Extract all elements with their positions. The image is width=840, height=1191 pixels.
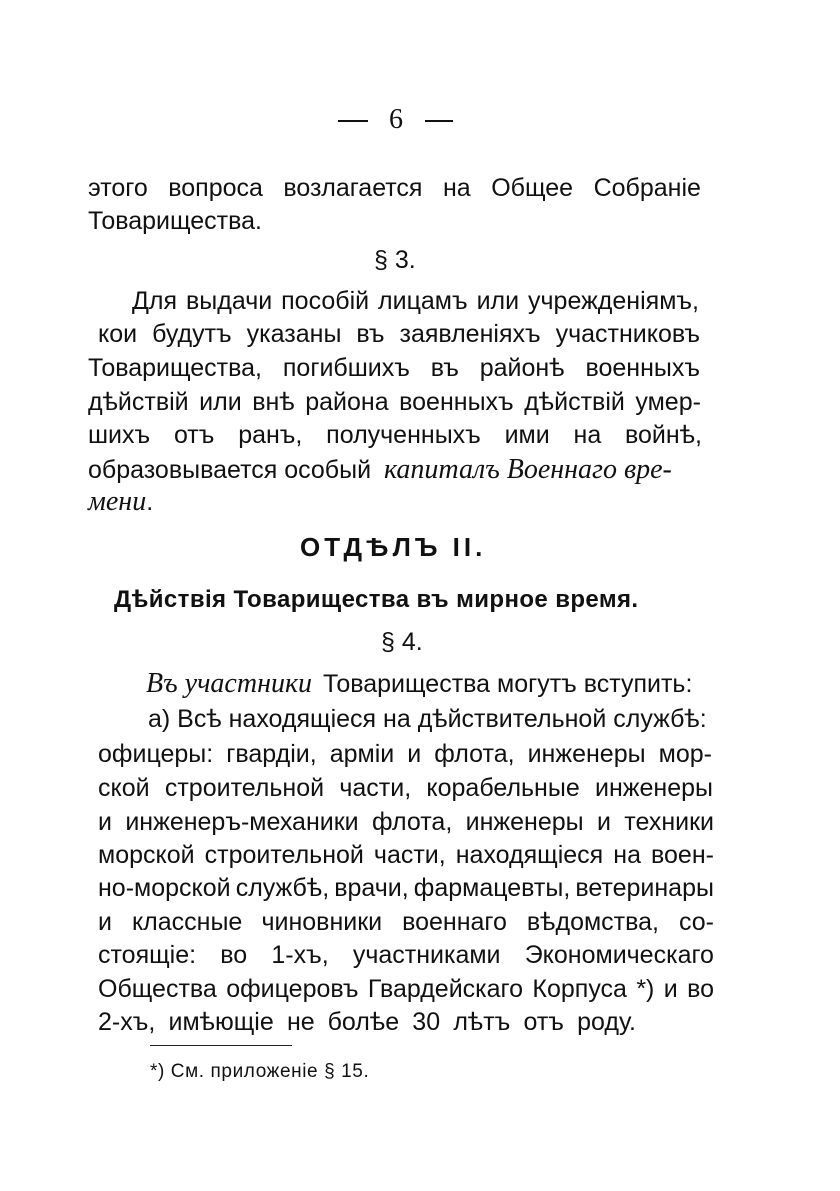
word: мор- xyxy=(658,740,712,768)
word: въ xyxy=(356,320,385,348)
word: отъ xyxy=(523,1008,564,1036)
word: на xyxy=(573,421,602,449)
p2-line-1 xyxy=(132,289,699,314)
word: инженеры xyxy=(595,774,713,802)
word: ранъ, xyxy=(238,421,303,449)
word: техники xyxy=(624,808,714,836)
word: Общее xyxy=(491,174,574,202)
word: дѣйствій xyxy=(88,388,189,416)
word: будутъ xyxy=(152,320,232,348)
p4-line-9 xyxy=(98,977,714,1002)
p4-line-4 xyxy=(98,810,714,835)
word: военныхъ xyxy=(399,388,514,416)
p4-line-3 xyxy=(98,776,713,801)
p4-line-8 xyxy=(98,943,714,968)
word: въ xyxy=(430,354,459,382)
p4-line-6 xyxy=(98,876,714,901)
word: района xyxy=(305,388,389,416)
word: корабельные xyxy=(426,774,580,802)
word: умер- xyxy=(635,388,701,416)
p2-line-5 xyxy=(88,423,702,448)
p2-line-3 xyxy=(88,356,700,381)
word: службѣ, xyxy=(235,874,330,902)
word: и xyxy=(98,908,112,936)
p2-line-4 xyxy=(88,390,701,415)
word: 2-хъ, xyxy=(98,1008,156,1036)
word: во xyxy=(220,941,248,969)
word: части, xyxy=(373,841,446,869)
word: лѣтъ xyxy=(453,1008,511,1036)
word: вѣдомства, xyxy=(526,908,659,936)
word: указаны xyxy=(246,320,342,348)
p1-line-1 xyxy=(88,176,701,201)
word: части, xyxy=(339,774,412,802)
word: этого xyxy=(88,174,148,202)
p4-line-7 xyxy=(98,910,714,935)
p2-line-7 xyxy=(88,488,153,516)
word: Товарищества, xyxy=(88,354,262,382)
word: ими xyxy=(504,421,550,449)
word: 1-хъ, xyxy=(271,941,329,969)
word: инженеры xyxy=(527,740,646,768)
word: Для xyxy=(132,287,178,315)
word: 30 xyxy=(412,1008,441,1036)
p2-text xyxy=(88,456,371,484)
word: врачи, xyxy=(334,874,409,902)
word: Корпуса xyxy=(532,975,627,1003)
word: и xyxy=(98,808,112,836)
word: районѣ xyxy=(479,354,565,382)
p1-line-2 xyxy=(88,209,262,234)
word: военнаго xyxy=(402,908,507,936)
word: ветеринары xyxy=(575,874,714,902)
word: полученныхъ xyxy=(326,421,481,449)
p4-line-5 xyxy=(98,843,714,868)
word: заявленіяхъ xyxy=(399,320,541,348)
word: участниками xyxy=(352,941,501,969)
word: классные xyxy=(131,908,242,936)
word: и xyxy=(663,975,678,1003)
word: Гвардейскаго xyxy=(367,975,524,1003)
word: но-морской xyxy=(98,874,231,902)
word: воен- xyxy=(651,841,714,869)
header-dash-left xyxy=(338,120,368,122)
word: возлагается xyxy=(283,174,423,202)
word: чиновники xyxy=(261,908,383,936)
word: находящіеся xyxy=(455,841,604,869)
word: вопроса xyxy=(168,174,263,202)
word: Товарищества. xyxy=(88,207,262,235)
p4-line-2 xyxy=(98,742,712,767)
word: офицеровъ xyxy=(226,975,359,1003)
word: шихъ xyxy=(88,421,151,449)
word: стоящіе: xyxy=(98,941,197,969)
word: пособій xyxy=(281,287,370,315)
word: во xyxy=(687,975,714,1003)
word: Общества xyxy=(98,975,217,1003)
word: со- xyxy=(678,908,714,936)
word: на xyxy=(613,841,641,869)
word: внѣ xyxy=(252,388,295,416)
p2-period: . xyxy=(146,488,154,516)
word: и xyxy=(407,740,422,768)
word: а) Всѣ находящіеся на дѣйствительной службѣ: xyxy=(148,705,707,733)
word: дѣйствій xyxy=(524,388,625,416)
p3-line-1 xyxy=(146,670,692,698)
emphasis-wartime-capital-end: мени xyxy=(88,486,147,517)
word: болѣе xyxy=(327,1008,400,1036)
word: и xyxy=(596,808,611,836)
p2-line-6 xyxy=(88,456,672,484)
word: имѣющіе xyxy=(168,1008,274,1036)
word: флота, xyxy=(434,740,515,768)
word: погибшихъ xyxy=(282,354,410,382)
word: участниковъ xyxy=(555,320,700,348)
word: Экономическаго xyxy=(524,941,714,969)
p4-line-10 xyxy=(98,1010,636,1035)
footnote-rule xyxy=(150,1045,292,1046)
p2-line-2 xyxy=(98,322,700,347)
word: инженеръ-механики xyxy=(125,808,359,836)
emphasis-wartime-capital: капиталъ Военнаго вре- xyxy=(384,454,672,485)
word: фармацевты, xyxy=(413,874,571,902)
word: ской xyxy=(98,774,150,802)
word: учрежденіямъ, xyxy=(528,287,699,315)
word: или xyxy=(476,287,520,315)
emphasis-participants: Въ участники xyxy=(146,668,313,699)
section-4-heading: § 4. xyxy=(381,628,423,656)
word: лицамъ xyxy=(378,287,468,315)
word: отъ xyxy=(173,421,215,449)
page-number: 6 xyxy=(389,104,403,135)
p3-text: Товарищества могутъ вступить: xyxy=(323,670,693,698)
word: или xyxy=(199,388,242,416)
word: *) xyxy=(636,975,655,1003)
word: выдачи xyxy=(186,287,273,315)
word: флота, xyxy=(372,808,453,836)
section-subtitle: Дѣйствія Товарищества въ мирное время. xyxy=(114,586,639,613)
word: морской xyxy=(98,841,195,869)
word: войнѣ, xyxy=(625,421,702,449)
word: строительной xyxy=(164,774,325,802)
word: инженеры xyxy=(465,808,584,836)
word: военныхъ xyxy=(585,354,700,382)
footnote: *) См. приложеніе § 15. xyxy=(150,1061,370,1082)
word: не xyxy=(286,1008,315,1036)
word: кои xyxy=(98,320,138,348)
word: строительной xyxy=(204,841,364,869)
word: гвардіи, xyxy=(226,740,317,768)
word: офицеры: xyxy=(98,740,214,768)
word: роду. xyxy=(577,1008,636,1036)
word: образовывается особый xyxy=(88,456,372,484)
word: на xyxy=(442,174,471,202)
word: арміи xyxy=(329,740,395,768)
header-dash-right xyxy=(425,120,453,122)
section-title: ОТДѢЛЪ II. xyxy=(300,532,487,562)
word: Собраніе xyxy=(593,174,701,202)
p4-line-1 xyxy=(148,707,707,732)
section-3-heading: § 3. xyxy=(374,246,416,274)
